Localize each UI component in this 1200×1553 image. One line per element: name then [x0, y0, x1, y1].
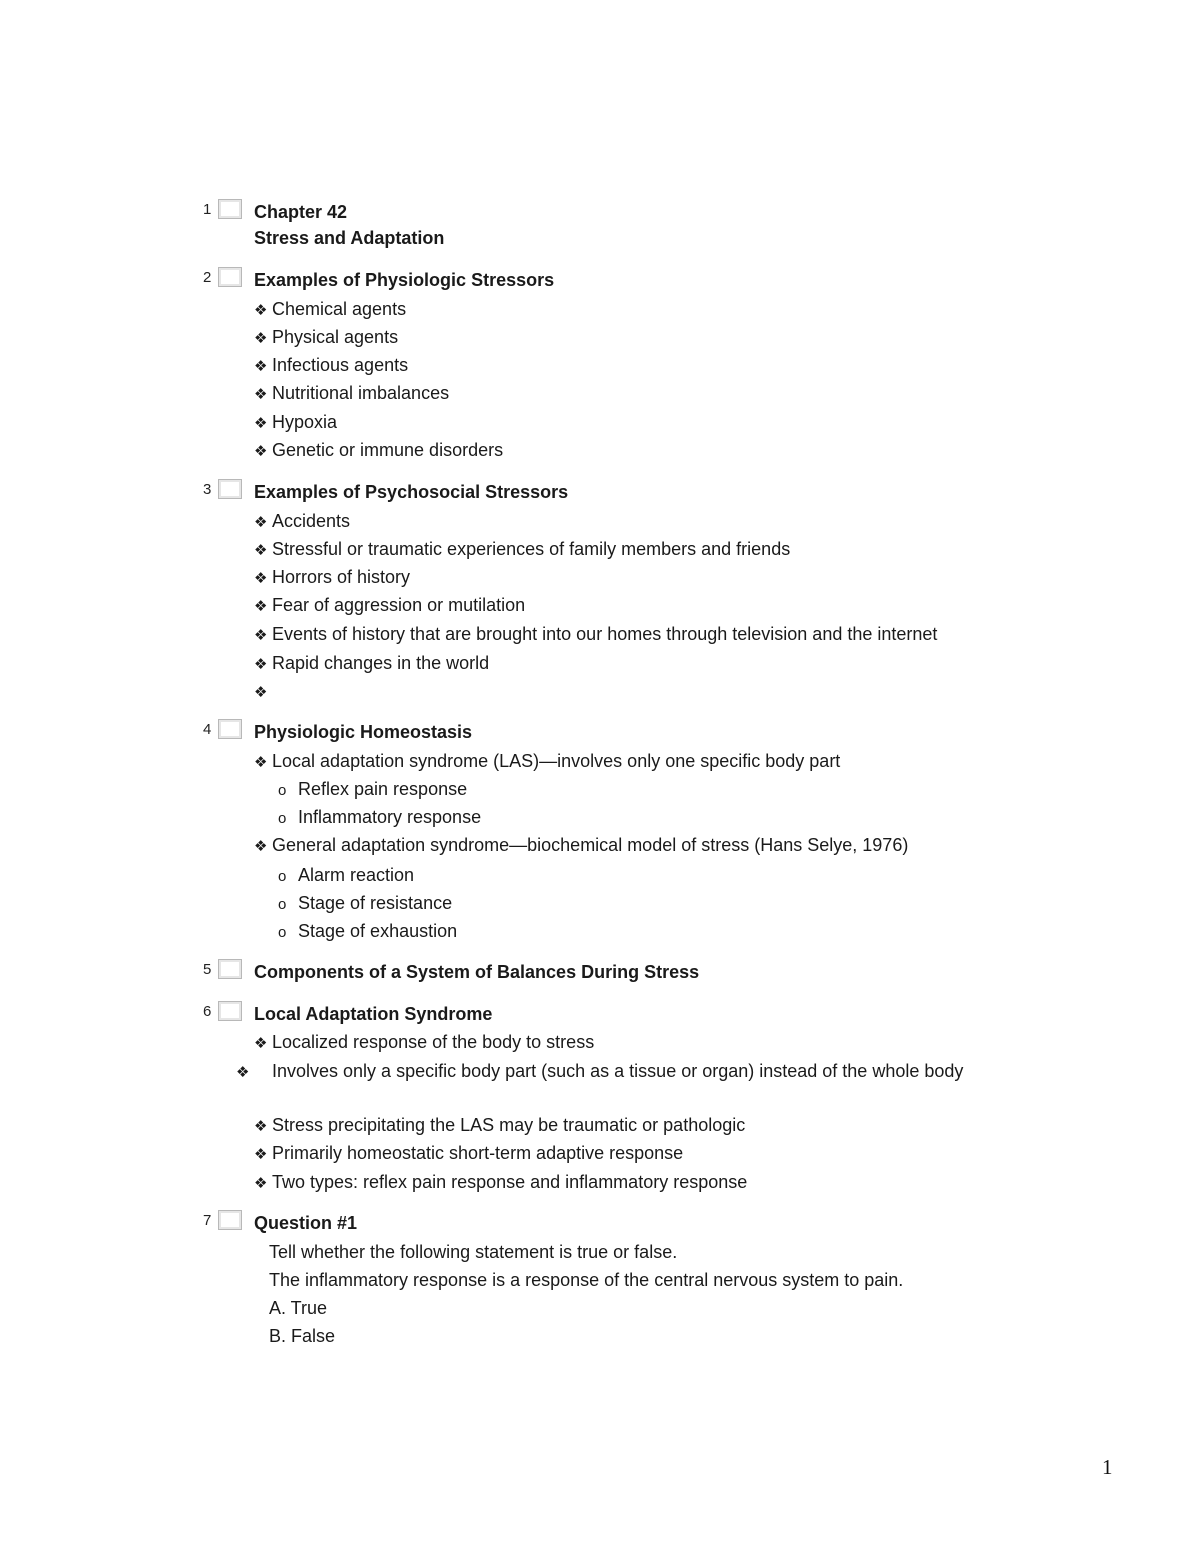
bullet-text: Rapid changes in the world — [272, 653, 490, 673]
bullet-item — [254, 438, 503, 464]
sub-mark: o — [278, 868, 287, 885]
bullet-item — [254, 565, 410, 591]
slide-thumbnail — [218, 1210, 242, 1230]
slide-title: Components of a System of Balances During Stress — [254, 962, 700, 982]
bullet-text: General adaptation syndrome—biochemical model of stress (Hans Selye, 1976) — [272, 835, 909, 855]
bullet-text: Infectious agents — [272, 355, 409, 375]
sub-text: Stage of exhaustion — [298, 921, 458, 941]
bullet-mark: ❖ — [254, 627, 268, 644]
bullet-item — [254, 353, 408, 379]
bullet-item — [254, 297, 406, 323]
question-prompt: Tell whether the following statement is true or false. — [269, 1242, 678, 1262]
slide-thumbnail — [218, 199, 242, 219]
slide-number: 6 — [203, 1003, 212, 1020]
sub-item — [278, 805, 481, 831]
bullet-item — [254, 651, 489, 677]
bullet-mark: ❖ — [254, 386, 268, 403]
slide-title: Local Adaptation Syndrome — [254, 1004, 493, 1024]
slide-number: 1 — [203, 201, 212, 218]
bullet-mark: ❖ — [254, 514, 268, 531]
slide-title — [254, 199, 444, 251]
bullet-mark: ❖ — [254, 415, 268, 432]
sub-mark: o — [278, 924, 287, 941]
bullet-mark: ❖ — [254, 302, 268, 319]
bullet-item — [254, 749, 840, 775]
bullet-text: Localized response of the body to stress — [272, 1032, 595, 1052]
bullet-text: Stress precipitating the LAS may be traumatic or pathologic — [272, 1115, 746, 1135]
bullet-item — [236, 1059, 992, 1085]
slide-number: 5 — [203, 961, 212, 978]
bullet-item — [254, 537, 790, 563]
slide-thumbnail — [218, 267, 242, 287]
slide-title: Physiologic Homeostasis — [254, 722, 473, 742]
bullet-text: Primarily homeostatic short-term adaptive response — [272, 1143, 684, 1163]
slide-thumbnail — [218, 479, 242, 499]
title-line: Stress and Adaptation — [254, 228, 445, 248]
bullet-text: Involves only a specific body part (such as a tissue or organ) instead of the whole body — [272, 1061, 964, 1081]
bullet-item — [254, 509, 350, 535]
bullet-mark: ❖ — [254, 598, 268, 615]
bullet-mark: ❖ — [254, 656, 268, 673]
sub-mark: o — [278, 810, 287, 827]
bullet-text: Two types: reflex pain response and inflammatory response — [272, 1172, 748, 1192]
bullet-item — [254, 833, 908, 859]
bullet-item — [254, 1030, 594, 1056]
bullet-text: Accidents — [272, 511, 351, 531]
bullet-item — [254, 1141, 683, 1167]
bullet-text: Chemical agents — [272, 299, 407, 319]
bullet-item — [254, 325, 398, 351]
bullet-mark: ❖ — [254, 1035, 268, 1052]
slide-number: 4 — [203, 721, 212, 738]
sub-mark: o — [278, 782, 287, 799]
answer-option: A. True — [269, 1298, 328, 1318]
bullet-text: Hypoxia — [272, 412, 338, 432]
bullet-item — [254, 381, 449, 407]
bullet-mark: ❖ — [254, 1118, 268, 1135]
sub-item — [278, 863, 414, 889]
bullet-mark: ❖ — [254, 443, 268, 460]
bullet-text: Stressful or traumatic experiences of family members and friends — [272, 539, 791, 559]
bullet-item — [254, 1113, 745, 1139]
sub-item — [278, 891, 452, 917]
sub-item — [278, 777, 467, 803]
bullet-text: Nutritional imbalances — [272, 383, 450, 403]
page-number: 1 — [1102, 1455, 1113, 1479]
bullet-text: Genetic or immune disorders — [272, 440, 504, 460]
question-statement: The inflammatory response is a response of the central nervous system to pain. — [269, 1270, 904, 1290]
sub-text: Stage of resistance — [298, 893, 453, 913]
bullet-mark: ❖ — [254, 1175, 268, 1192]
title-line: Chapter 42 — [254, 202, 348, 222]
bullet-mark: ❖ — [254, 330, 268, 347]
bullet-text: Horrors of history — [272, 567, 411, 587]
bullet-mark: ❖ — [254, 838, 268, 855]
slide-number: 3 — [203, 481, 212, 498]
bullet-mark: ❖ — [254, 358, 268, 375]
bullet-mark: ❖ — [254, 754, 268, 771]
bullet-text: Local adaptation syndrome (LAS)—involves only one specific body part — [272, 751, 841, 771]
sub-item — [278, 919, 457, 945]
bullet-item — [254, 622, 937, 648]
sub-text: Alarm reaction — [298, 865, 415, 885]
bullet-mark: ❖ — [254, 1146, 268, 1163]
slide-title: Examples of Psychosocial Stressors — [254, 482, 569, 502]
slide-thumbnail — [218, 959, 242, 979]
slide-thumbnail — [218, 719, 242, 739]
bullet-text: Fear of aggression or mutilation — [272, 595, 526, 615]
bullet-item — [254, 1170, 747, 1196]
slide-title: Question #1 — [254, 1213, 358, 1233]
bullet-mark: ❖ — [236, 1064, 250, 1081]
bullet-mark: ❖ — [254, 570, 268, 587]
slide-title: Examples of Physiologic Stressors — [254, 270, 555, 290]
bullet-item — [254, 679, 272, 705]
bullet-mark: ❖ — [254, 684, 268, 701]
bullet-text: Physical agents — [272, 327, 399, 347]
slide-number: 7 — [203, 1212, 212, 1229]
sub-mark: o — [278, 896, 287, 913]
bullet-item — [254, 410, 337, 436]
sub-text: Reflex pain response — [298, 779, 468, 799]
sub-text: Inflammatory response — [298, 807, 482, 827]
bullet-mark: ❖ — [254, 542, 268, 559]
bullet-item — [254, 593, 525, 619]
slide-thumbnail — [218, 1001, 242, 1021]
slide-number: 2 — [203, 269, 212, 286]
bullet-text: Events of history that are brought into our homes through television and the internet — [272, 624, 938, 644]
answer-option: B. False — [269, 1326, 336, 1346]
